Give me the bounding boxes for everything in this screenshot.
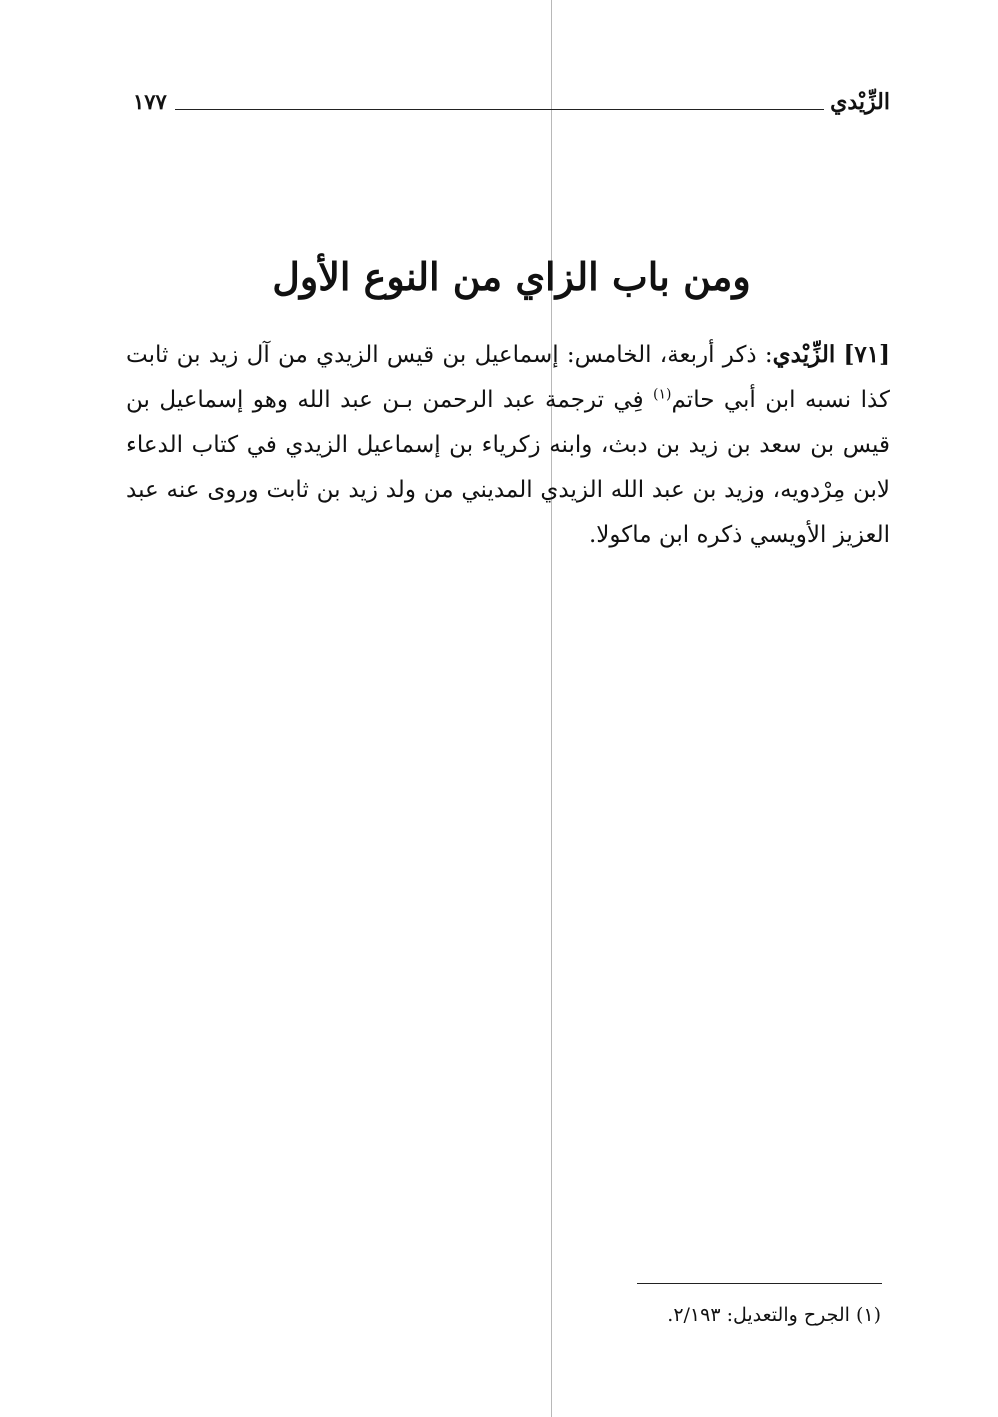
entry-paragraph	[126, 332, 890, 558]
entry-71	[126, 332, 890, 558]
footnote-1: (١) الجرح والتعديل: ٢/١٩٣.	[667, 1304, 881, 1326]
footnote-reference[interactable]: (١)	[653, 386, 672, 403]
entry-headword: الزِّيْدي	[772, 341, 836, 368]
chapter-title: ومن باب الزاي من النوع الأول	[272, 254, 751, 299]
scan-fold-line	[551, 0, 552, 1417]
page-header	[133, 86, 890, 120]
entry-text-part-1: : ذكر أربعة، الخامس: إسماعيل بن قيس الزيدي من آل زيد بن ثابت كذا نسبه ابن أبي حاتم	[126, 342, 890, 413]
entry-text-part-2: فِي ترجمة عبد الرحمن بـن عبد الله وهو إسماعيل بن قيس بن سعد بن زيد بن دبث، وابنه زكرياء بن إسماعيل الزيدي في كتاب الدعاء لابن مِرْدويه، وزيد بن عبد الله الزيدي المديني من ولد زيد بن ثابت وروى عنه عبد العزيز الأويسي ذكره ابن ماكولا.	[126, 387, 890, 548]
page-number: ١٧٧	[133, 89, 167, 114]
entry-number: [٧١]	[843, 341, 891, 368]
footnote-separator	[637, 1283, 882, 1284]
header-rule	[175, 109, 824, 110]
running-title: الزِّيْدي	[830, 89, 890, 115]
